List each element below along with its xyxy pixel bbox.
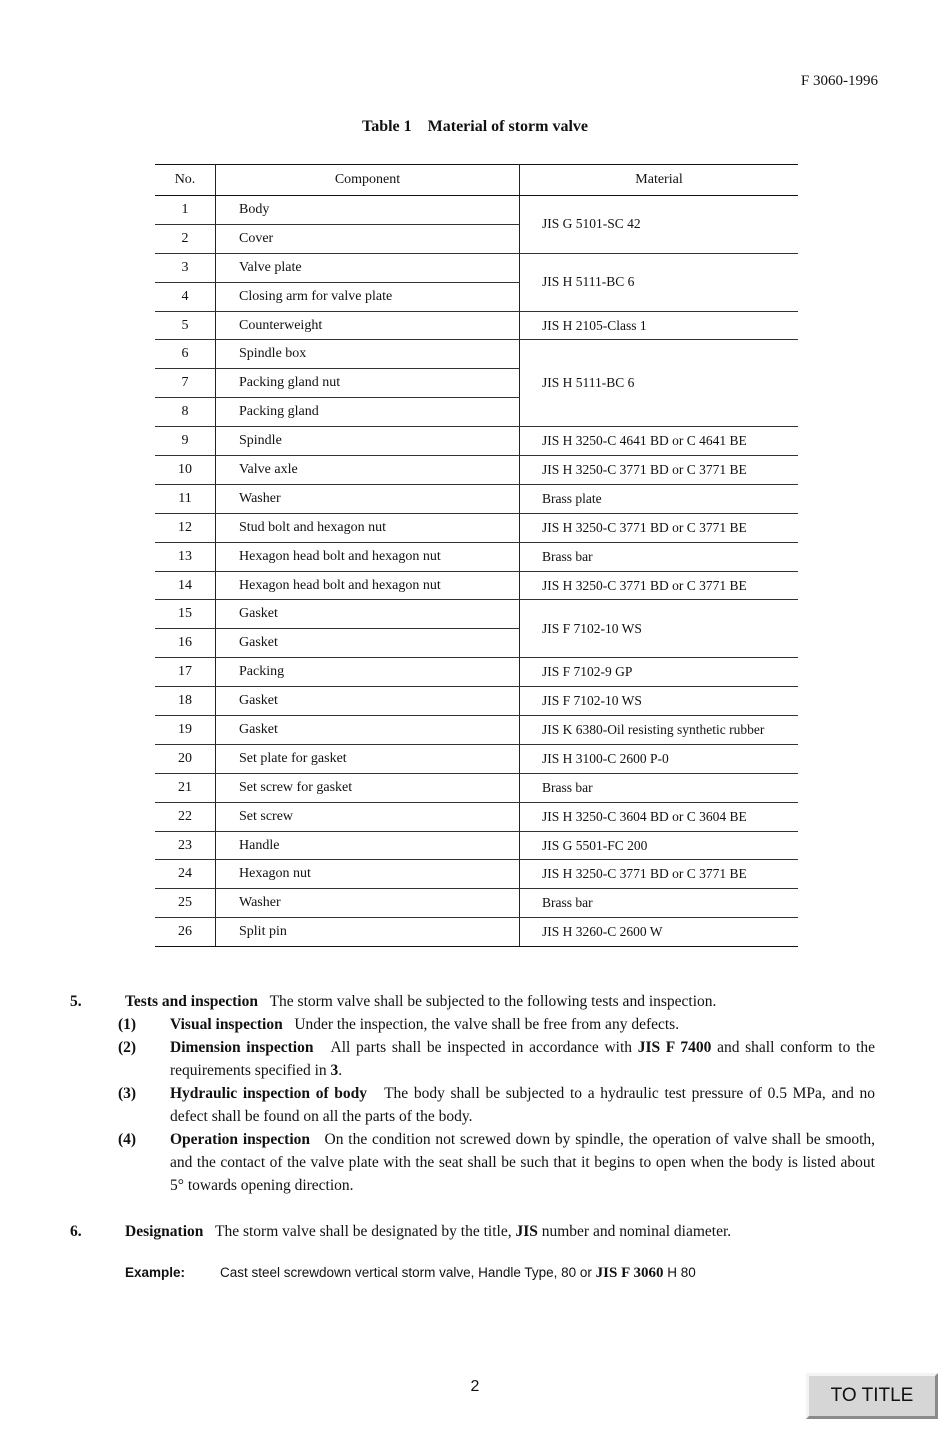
section-5-items [70, 1013, 875, 1197]
component-cell: Body [216, 196, 520, 225]
table-row [155, 196, 798, 225]
section-6-text-before: The storm valve shall be designated by the title, [215, 1223, 516, 1240]
inspection-item [118, 1128, 875, 1197]
inspection-item-body [170, 1036, 875, 1082]
material-cell: JIS H 3100-C 2600 P-0 [520, 744, 799, 773]
column-header-no: No. [155, 165, 216, 196]
inspection-item-text: All parts shall be inspected in accordance with [330, 1039, 638, 1056]
table-row [155, 571, 798, 600]
row-number: 23 [155, 831, 216, 860]
section-6-text-after: number and nominal diameter. [537, 1223, 732, 1240]
body-text [70, 990, 875, 1285]
inspection-item [118, 1082, 875, 1128]
material-cell: JIS H 3250-C 3604 BD or C 3604 BE [520, 802, 799, 831]
material-cell: Brass bar [520, 773, 799, 802]
inspection-item-number: (4) [118, 1131, 137, 1148]
component-cell: Gasket [216, 600, 520, 629]
row-number: 4 [155, 282, 216, 311]
component-cell: Split pin [216, 918, 520, 947]
table-row [155, 889, 798, 918]
material-cell: JIS K 6380-Oil resisting synthetic rubber [520, 716, 799, 745]
inspection-item-heading: Operation inspection [170, 1131, 311, 1148]
table-row [155, 456, 798, 485]
table-row [155, 542, 798, 571]
component-cell: Cover [216, 224, 520, 253]
row-number: 9 [155, 427, 216, 456]
column-header-component: Component [216, 165, 520, 196]
material-cell: JIS H 5111-BC 6 [520, 253, 799, 311]
material-cell: JIS H 3250-C 3771 BD or C 3771 BE [520, 513, 799, 542]
material-cell: JIS H 3260-C 2600 W [520, 918, 799, 947]
section-6-text-bold: JIS [515, 1223, 538, 1240]
section-6 [70, 1220, 875, 1243]
material-cell: Brass bar [520, 542, 799, 571]
component-cell: Packing gland [216, 398, 520, 427]
table-row [155, 918, 798, 947]
material-table [155, 164, 798, 947]
row-number: 16 [155, 629, 216, 658]
component-cell: Packing gland nut [216, 369, 520, 398]
page-number: 2 [470, 1378, 480, 1395]
table-row [155, 600, 798, 629]
table-row [155, 253, 798, 282]
inspection-item-text: Under the inspection, the valve shall be free from any defects. [294, 1016, 680, 1033]
row-number: 15 [155, 600, 216, 629]
example-text: Cast steel screwdown vertical storm valve, Handle Type, 80 or [220, 1265, 596, 1280]
table-row [155, 687, 798, 716]
inspection-item [118, 1036, 875, 1082]
inspection-item [118, 1013, 875, 1036]
inspection-item-body [170, 1082, 875, 1128]
component-cell: Set screw for gasket [216, 773, 520, 802]
row-number: 2 [155, 224, 216, 253]
table-row [155, 340, 798, 369]
table-header-row [155, 165, 798, 196]
row-number: 1 [155, 196, 216, 225]
material-cell: JIS H 3250-C 3771 BD or C 3771 BE [520, 571, 799, 600]
material-cell: Brass bar [520, 889, 799, 918]
row-number: 20 [155, 744, 216, 773]
row-number: 12 [155, 513, 216, 542]
table-row [155, 658, 798, 687]
section-5-intro [125, 990, 875, 1013]
material-cell: JIS F 7102-9 GP [520, 658, 799, 687]
component-cell: Gasket [216, 716, 520, 745]
component-cell: Stud bolt and hexagon nut [216, 513, 520, 542]
example-after: H 80 [663, 1265, 696, 1280]
material-cell: JIS H 3250-C 3771 BD or C 3771 BE [520, 860, 799, 889]
component-cell: Counterweight [216, 311, 520, 340]
row-number: 6 [155, 340, 216, 369]
row-number: 24 [155, 860, 216, 889]
section-6-heading: Designation [125, 1223, 204, 1240]
inspection-item-text: . [338, 1062, 343, 1079]
inspection-item-number: (2) [118, 1039, 137, 1056]
section-5-number: 5. [70, 993, 82, 1010]
section-6-body [125, 1220, 875, 1243]
section-6-number: 6. [70, 1223, 82, 1240]
row-number: 19 [155, 716, 216, 745]
row-number: 17 [155, 658, 216, 687]
inspection-item-heading: Dimension inspection [170, 1039, 314, 1056]
table-row [155, 311, 798, 340]
table-row [155, 773, 798, 802]
component-cell: Hexagon head bolt and hexagon nut [216, 571, 520, 600]
row-number: 8 [155, 398, 216, 427]
inspection-item-number: (1) [118, 1016, 137, 1033]
component-cell: Spindle box [216, 340, 520, 369]
inspection-item-body [170, 1013, 875, 1036]
table-row [155, 860, 798, 889]
table-row [155, 744, 798, 773]
inspection-item-text: JIS F 7400 [637, 1039, 712, 1056]
material-cell: JIS H 3250-C 4641 BD or C 4641 BE [520, 427, 799, 456]
inspection-item-number: (3) [118, 1085, 137, 1102]
material-cell: JIS G 5101-SC 42 [520, 196, 799, 254]
table-row [155, 716, 798, 745]
inspection-item-body [170, 1128, 875, 1197]
table-title: Table 1 Material of storm valve [361, 118, 589, 135]
component-cell: Gasket [216, 629, 520, 658]
component-cell: Washer [216, 889, 520, 918]
component-cell: Set screw [216, 802, 520, 831]
example-standard: JIS F 3060 [595, 1265, 664, 1281]
table-body [155, 196, 798, 947]
component-cell: Hexagon head bolt and hexagon nut [216, 542, 520, 571]
example-label: Example: [125, 1265, 186, 1280]
material-cell: JIS F 7102-10 WS [520, 600, 799, 658]
component-cell: Handle [216, 831, 520, 860]
table-row [155, 427, 798, 456]
table-row [155, 802, 798, 831]
inspection-item-text: The body shall be subjected to a hydraulic test pressure of 0.5 MPa, and no defect shall be found on all the parts of the body. [170, 1085, 876, 1125]
section-5 [70, 990, 875, 1013]
inspection-item-text: and shall conform to the requirements specified in [170, 1039, 875, 1079]
component-cell: Gasket [216, 687, 520, 716]
designation-example [125, 1261, 875, 1285]
material-cell: Brass plate [520, 484, 799, 513]
row-number: 5 [155, 311, 216, 340]
row-number: 3 [155, 253, 216, 282]
inspection-item-heading: Hydraulic inspection of body [170, 1085, 368, 1102]
row-number: 14 [155, 571, 216, 600]
component-cell: Valve plate [216, 253, 520, 282]
row-number: 21 [155, 773, 216, 802]
to-title-button[interactable]: TO TITLE [806, 1373, 938, 1419]
row-number: 13 [155, 542, 216, 571]
material-cell: JIS G 5501-FC 200 [520, 831, 799, 860]
standard-number: F 3060-1996 [800, 73, 878, 89]
material-cell: JIS F 7102-10 WS [520, 687, 799, 716]
row-number: 18 [155, 687, 216, 716]
material-cell: JIS H 3250-C 3771 BD or C 3771 BE [520, 456, 799, 485]
component-cell: Packing [216, 658, 520, 687]
row-number: 11 [155, 484, 216, 513]
component-cell: Washer [216, 484, 520, 513]
row-number: 22 [155, 802, 216, 831]
material-cell: JIS H 5111-BC 6 [520, 340, 799, 427]
table-row [155, 831, 798, 860]
table-row [155, 484, 798, 513]
section-5-heading: Tests and inspection [125, 993, 258, 1010]
row-number: 26 [155, 918, 216, 947]
component-cell: Valve axle [216, 456, 520, 485]
material-cell: JIS H 2105-Class 1 [520, 311, 799, 340]
column-header-material: Material [520, 165, 799, 196]
component-cell: Set plate for gasket [216, 744, 520, 773]
row-number: 10 [155, 456, 216, 485]
inspection-item-text: On the condition not screwed down by spindle, the operation of valve shall be smooth, and the contact of the valve plate with the seat shall be such that it begins to open when the body is listed about 5° towards opening direction. [170, 1131, 875, 1194]
component-cell: Closing arm for valve plate [216, 282, 520, 311]
inspection-item-heading: Visual inspection [170, 1016, 283, 1033]
table-row [155, 513, 798, 542]
inspection-item-text: 3 [330, 1062, 339, 1079]
row-number: 25 [155, 889, 216, 918]
row-number: 7 [155, 369, 216, 398]
component-cell: Hexagon nut [216, 860, 520, 889]
section-5-text: The storm valve shall be subjected to the following tests and inspection. [269, 993, 717, 1010]
component-cell: Spindle [216, 427, 520, 456]
